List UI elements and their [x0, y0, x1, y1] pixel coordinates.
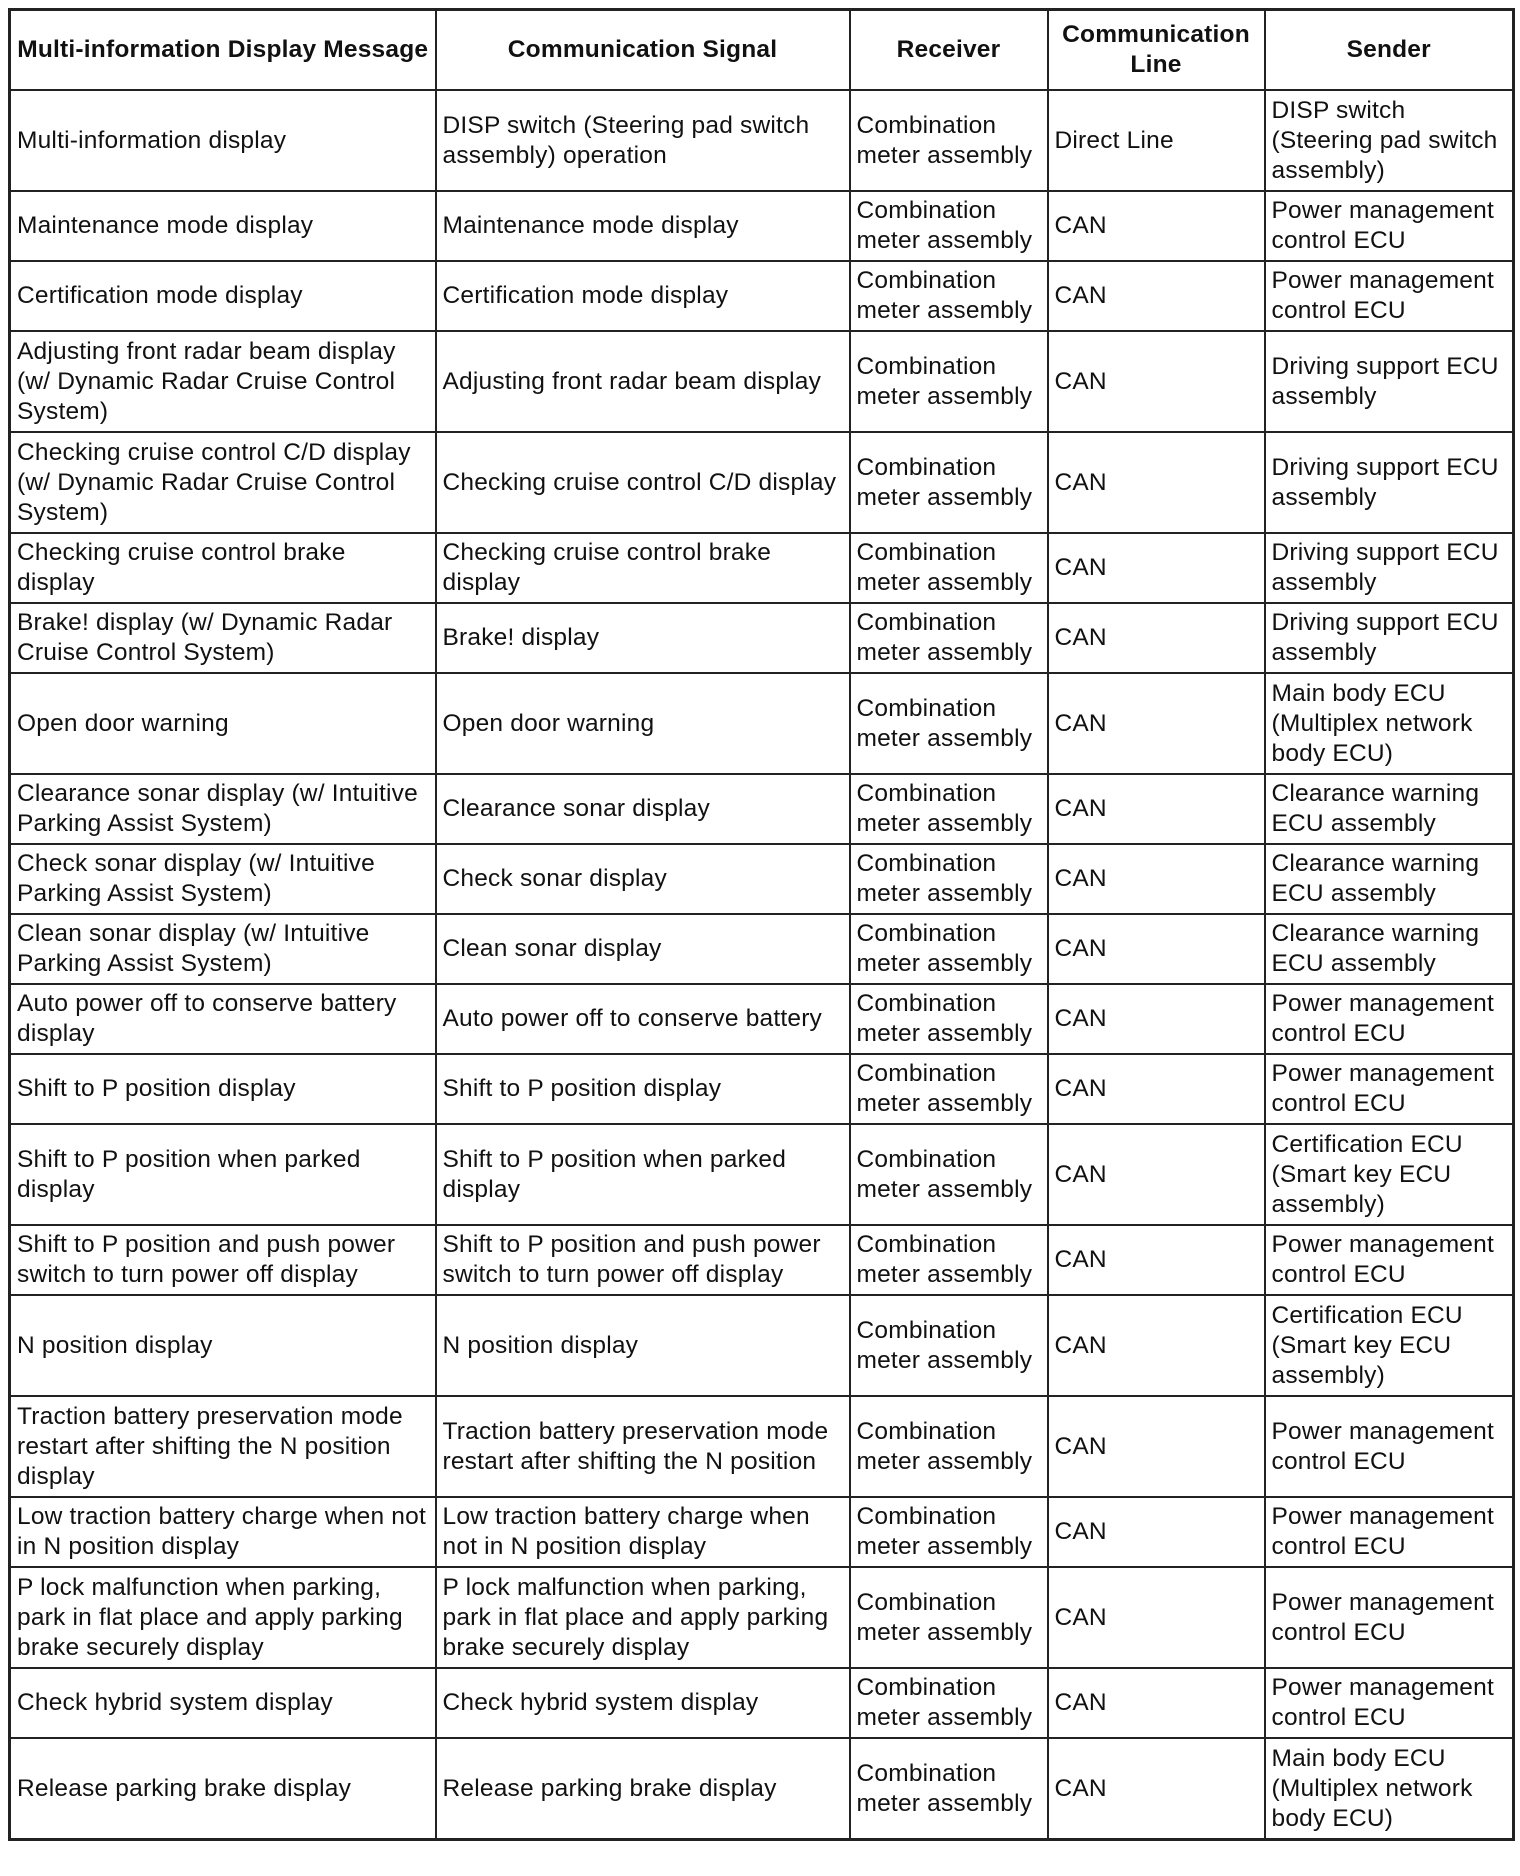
cell-communication-line: CAN: [1048, 984, 1265, 1054]
cell-receiver: Combination meter assembly: [850, 844, 1048, 914]
cell-communication-signal: Certification mode display: [436, 261, 850, 331]
cell-communication-signal: Shift to P position when parked display: [436, 1124, 850, 1225]
cell-communication-signal: DISP switch (Steering pad switch assembly) operation: [436, 90, 850, 191]
cell-sender: Driving support ECU assembly: [1265, 331, 1514, 432]
cell-receiver: Combination meter assembly: [850, 1396, 1048, 1497]
cell-display-message: Multi-information display: [10, 90, 436, 191]
signal-table: [8, 8, 1515, 1841]
cell-communication-signal: Low traction battery charge when not in N position display: [436, 1497, 850, 1567]
cell-communication-line: CAN: [1048, 533, 1265, 603]
cell-display-message: Checking cruise control C/D display (w/ Dynamic Radar Cruise Control System): [10, 432, 436, 533]
table-row: [10, 673, 1514, 774]
cell-receiver: Combination meter assembly: [850, 1295, 1048, 1396]
cell-communication-line: CAN: [1048, 844, 1265, 914]
cell-display-message: Low traction battery charge when not in N position display: [10, 1497, 436, 1567]
cell-sender: Power management control ECU: [1265, 191, 1514, 261]
cell-sender: Power management control ECU: [1265, 984, 1514, 1054]
table-row: [10, 432, 1514, 533]
cell-sender: Power management control ECU: [1265, 261, 1514, 331]
cell-communication-signal: Auto power off to conserve battery: [436, 984, 850, 1054]
cell-receiver: Combination meter assembly: [850, 673, 1048, 774]
cell-receiver: Combination meter assembly: [850, 191, 1048, 261]
table-row: [10, 1567, 1514, 1668]
cell-sender: Clearance warning ECU assembly: [1265, 914, 1514, 984]
table-row: [10, 914, 1514, 984]
cell-display-message: Brake! display (w/ Dynamic Radar Cruise Control System): [10, 603, 436, 673]
cell-receiver: Combination meter assembly: [850, 1668, 1048, 1738]
cell-communication-line: CAN: [1048, 261, 1265, 331]
cell-display-message: Open door warning: [10, 673, 436, 774]
cell-receiver: Combination meter assembly: [850, 1225, 1048, 1295]
header-receiver: Receiver: [850, 10, 1048, 91]
cell-communication-line: CAN: [1048, 673, 1265, 774]
header-communication-line: Communication Line: [1048, 10, 1265, 91]
cell-communication-line: CAN: [1048, 1668, 1265, 1738]
table-row: [10, 331, 1514, 432]
cell-communication-signal: Shift to P position and push power switch to turn power off display: [436, 1225, 850, 1295]
table-row: [10, 1396, 1514, 1497]
cell-display-message: Clearance sonar display (w/ Intuitive Parking Assist System): [10, 774, 436, 844]
cell-sender: Power management control ECU: [1265, 1396, 1514, 1497]
cell-communication-signal: Check hybrid system display: [436, 1668, 850, 1738]
table-row: [10, 1738, 1514, 1840]
table-row: [10, 533, 1514, 603]
cell-communication-line: CAN: [1048, 1225, 1265, 1295]
cell-sender: Power management control ECU: [1265, 1497, 1514, 1567]
cell-receiver: Combination meter assembly: [850, 331, 1048, 432]
cell-receiver: Combination meter assembly: [850, 261, 1048, 331]
header-row: [10, 10, 1514, 91]
table-row: [10, 984, 1514, 1054]
cell-receiver: Combination meter assembly: [850, 533, 1048, 603]
cell-sender: Main body ECU (Multiplex network body ECU): [1265, 673, 1514, 774]
cell-sender: Power management control ECU: [1265, 1225, 1514, 1295]
cell-display-message: Maintenance mode display: [10, 191, 436, 261]
cell-communication-line: CAN: [1048, 1295, 1265, 1396]
cell-communication-signal: Adjusting front radar beam display: [436, 331, 850, 432]
cell-display-message: Certification mode display: [10, 261, 436, 331]
cell-sender: Clearance warning ECU assembly: [1265, 774, 1514, 844]
cell-communication-signal: Brake! display: [436, 603, 850, 673]
cell-communication-signal: N position display: [436, 1295, 850, 1396]
cell-display-message: Shift to P position and push power switch to turn power off display: [10, 1225, 436, 1295]
cell-communication-line: CAN: [1048, 1738, 1265, 1840]
cell-sender: Power management control ECU: [1265, 1668, 1514, 1738]
cell-display-message: Release parking brake display: [10, 1738, 436, 1840]
cell-sender: Certification ECU (Smart key ECU assembly): [1265, 1124, 1514, 1225]
cell-sender: Power management control ECU: [1265, 1054, 1514, 1124]
cell-receiver: Combination meter assembly: [850, 1497, 1048, 1567]
cell-communication-signal: Maintenance mode display: [436, 191, 850, 261]
cell-receiver: Combination meter assembly: [850, 1738, 1048, 1840]
cell-communication-signal: Clean sonar display: [436, 914, 850, 984]
cell-sender: DISP switch (Steering pad switch assembly): [1265, 90, 1514, 191]
cell-sender: Driving support ECU assembly: [1265, 432, 1514, 533]
table-row: [10, 261, 1514, 331]
cell-communication-signal: Open door warning: [436, 673, 850, 774]
cell-receiver: Combination meter assembly: [850, 90, 1048, 191]
cell-receiver: Combination meter assembly: [850, 914, 1048, 984]
cell-communication-line: CAN: [1048, 1396, 1265, 1497]
cell-communication-signal: Clearance sonar display: [436, 774, 850, 844]
cell-communication-signal: Check sonar display: [436, 844, 850, 914]
cell-display-message: Check sonar display (w/ Intuitive Parking Assist System): [10, 844, 436, 914]
cell-communication-line: CAN: [1048, 1054, 1265, 1124]
cell-communication-signal: Checking cruise control C/D display: [436, 432, 850, 533]
cell-receiver: Combination meter assembly: [850, 774, 1048, 844]
cell-display-message: Shift to P position display: [10, 1054, 436, 1124]
cell-communication-line: CAN: [1048, 331, 1265, 432]
cell-display-message: Adjusting front radar beam display (w/ Dynamic Radar Cruise Control System): [10, 331, 436, 432]
cell-receiver: Combination meter assembly: [850, 603, 1048, 673]
table-row: [10, 191, 1514, 261]
cell-communication-line: CAN: [1048, 774, 1265, 844]
cell-sender: Certification ECU (Smart key ECU assembly): [1265, 1295, 1514, 1396]
cell-receiver: Combination meter assembly: [850, 432, 1048, 533]
cell-communication-line: CAN: [1048, 432, 1265, 533]
table-body: [10, 90, 1514, 1840]
table-row: [10, 774, 1514, 844]
cell-communication-line: CAN: [1048, 603, 1265, 673]
table-row: [10, 1295, 1514, 1396]
cell-sender: Main body ECU (Multiplex network body ECU): [1265, 1738, 1514, 1840]
table-row: [10, 90, 1514, 191]
cell-display-message: Clean sonar display (w/ Intuitive Parking Assist System): [10, 914, 436, 984]
cell-display-message: Checking cruise control brake display: [10, 533, 436, 603]
cell-communication-line: CAN: [1048, 914, 1265, 984]
cell-receiver: Combination meter assembly: [850, 1567, 1048, 1668]
table-row: [10, 1124, 1514, 1225]
cell-receiver: Combination meter assembly: [850, 984, 1048, 1054]
cell-display-message: Traction battery preservation mode restart after shifting the N position display: [10, 1396, 436, 1497]
cell-sender: Clearance warning ECU assembly: [1265, 844, 1514, 914]
table-row: [10, 603, 1514, 673]
table-row: [10, 1225, 1514, 1295]
cell-communication-line: CAN: [1048, 1567, 1265, 1668]
cell-communication-signal: Shift to P position display: [436, 1054, 850, 1124]
cell-communication-line: Direct Line: [1048, 90, 1265, 191]
cell-display-message: Shift to P position when parked display: [10, 1124, 436, 1225]
cell-communication-signal: Traction battery preservation mode restart after shifting the N position: [436, 1396, 850, 1497]
cell-display-message: P lock malfunction when parking, park in flat place and apply parking brake securely display: [10, 1567, 436, 1668]
table-row: [10, 1497, 1514, 1567]
table-row: [10, 844, 1514, 914]
header-sender: Sender: [1265, 10, 1514, 91]
cell-communication-line: CAN: [1048, 1497, 1265, 1567]
header-communication-signal: Communication Signal: [436, 10, 850, 91]
cell-display-message: Auto power off to conserve battery display: [10, 984, 436, 1054]
cell-receiver: Combination meter assembly: [850, 1054, 1048, 1124]
table-header: [10, 10, 1514, 91]
cell-sender: Driving support ECU assembly: [1265, 603, 1514, 673]
cell-receiver: Combination meter assembly: [850, 1124, 1048, 1225]
cell-communication-line: CAN: [1048, 1124, 1265, 1225]
cell-sender: Driving support ECU assembly: [1265, 533, 1514, 603]
table-row: [10, 1668, 1514, 1738]
header-display-message: Multi-information Display Message: [10, 10, 436, 91]
cell-communication-line: CAN: [1048, 191, 1265, 261]
cell-communication-signal: P lock malfunction when parking, park in flat place and apply parking brake securely display: [436, 1567, 850, 1668]
table-row: [10, 1054, 1514, 1124]
cell-display-message: N position display: [10, 1295, 436, 1396]
cell-display-message: Check hybrid system display: [10, 1668, 436, 1738]
cell-communication-signal: Checking cruise control brake display: [436, 533, 850, 603]
cell-sender: Power management control ECU: [1265, 1567, 1514, 1668]
cell-communication-signal: Release parking brake display: [436, 1738, 850, 1840]
